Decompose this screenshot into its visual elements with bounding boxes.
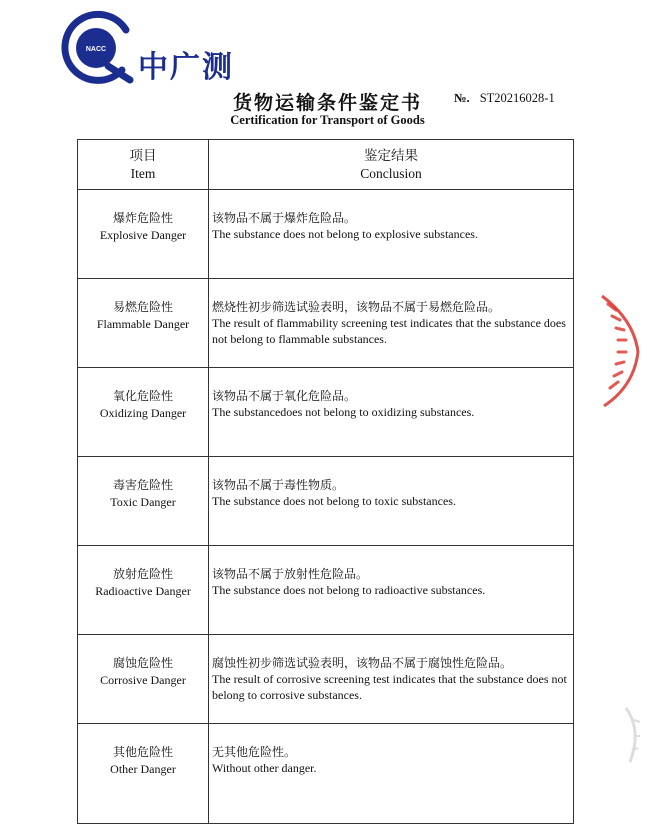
conclusion-cell — [209, 279, 574, 368]
document-number-value: ST20216028-1 — [479, 91, 555, 105]
document-title-en: Certification for Transport of Goods — [230, 113, 425, 127]
item-en: Corrosive Danger — [100, 673, 186, 687]
item-cn: 爆炸危险性 — [112, 211, 173, 225]
item-cn: 毒害危险性 — [112, 478, 173, 492]
conclusion-cn: 该物品不属于爆炸危险品。 — [212, 211, 357, 225]
conclusion-header-cn: 鉴定结果 — [364, 147, 418, 163]
item-cell — [78, 190, 209, 279]
conclusion-en: The result of flammability screening test indicates that the substance does not belong to flammable substances. — [212, 316, 566, 346]
item-en: Explosive Danger — [99, 228, 187, 242]
table-row — [78, 635, 574, 724]
item-en: Oxidizing Danger — [99, 406, 187, 420]
conclusion-cell — [209, 190, 574, 279]
conclusion-cell — [209, 457, 574, 546]
conclusion-header-en: Conclusion — [360, 165, 422, 181]
document-title-cn: 货物运输条件鉴定书 — [232, 93, 422, 114]
conclusion-en: The substance does not belong to explosive substances. — [212, 227, 478, 241]
table-row — [78, 546, 574, 635]
item-cn: 易燃危险性 — [112, 300, 173, 314]
conclusion-cell — [209, 368, 574, 457]
certification-table — [77, 139, 574, 824]
item-cell — [78, 635, 209, 724]
item-cn: 腐蚀危险性 — [112, 656, 173, 670]
conclusion-cn: 燃烧性初步筛选试验表明，该物品不属于易燃危险品。 — [212, 300, 501, 314]
document-number — [454, 91, 555, 106]
item-header-cn: 项目 — [129, 147, 157, 163]
item-en: Radioactive Danger — [95, 584, 191, 598]
table-row — [78, 457, 574, 546]
faint-seal-mark-icon — [620, 700, 650, 770]
table-row — [78, 279, 574, 368]
conclusion-cn: 该物品不属于毒性物质。 — [212, 478, 345, 492]
conclusion-en: The result of corrosive screening test indicates that the substance does not belong to corrosive substances. — [212, 672, 567, 702]
conclusion-en: The substancedoes not belong to oxidizing substances. — [212, 405, 475, 419]
table-row — [78, 368, 574, 457]
item-cell — [78, 457, 209, 546]
item-en: Flammable Danger — [96, 317, 190, 331]
item-en: Toxic Danger — [110, 495, 176, 509]
item-cn: 氧化危险性 — [112, 389, 173, 403]
item-header-en: Item — [130, 165, 156, 181]
conclusion-cn: 该物品不属于氧化危险品。 — [212, 389, 357, 403]
conclusion-cell — [209, 635, 574, 724]
official-seal-stamp-icon — [594, 290, 644, 410]
logo-emblem-icon — [52, 8, 142, 88]
table-header-row — [78, 140, 574, 190]
item-cell — [78, 368, 209, 457]
item-cn: 其他危险性 — [112, 745, 173, 759]
item-cn: 放射危险性 — [112, 567, 173, 581]
logo-badge-text: NACC — [85, 46, 107, 53]
conclusion-en: The substance does not belong to radioactive substances. — [212, 583, 486, 597]
conclusion-cell — [209, 546, 574, 635]
item-cell — [78, 546, 209, 635]
logo-text: 中广测 — [138, 50, 234, 85]
conclusion-cn: 该物品不属于放射性危险品。 — [212, 567, 369, 581]
conclusion-cn: 无其他危险性。 — [212, 745, 297, 759]
conclusion-column-header — [209, 140, 574, 190]
item-cell — [78, 279, 209, 368]
document-number-label: №. — [454, 91, 470, 105]
conclusion-en: Without other danger. — [212, 761, 317, 775]
conclusion-cn: 腐蚀性初步筛选试验表明，该物品不属于腐蚀性危险品。 — [212, 656, 513, 670]
table-row — [78, 190, 574, 279]
item-column-header — [78, 140, 209, 190]
item-en: Other Danger — [110, 762, 176, 776]
conclusion-en: The substance does not belong to toxic substances. — [212, 494, 456, 508]
